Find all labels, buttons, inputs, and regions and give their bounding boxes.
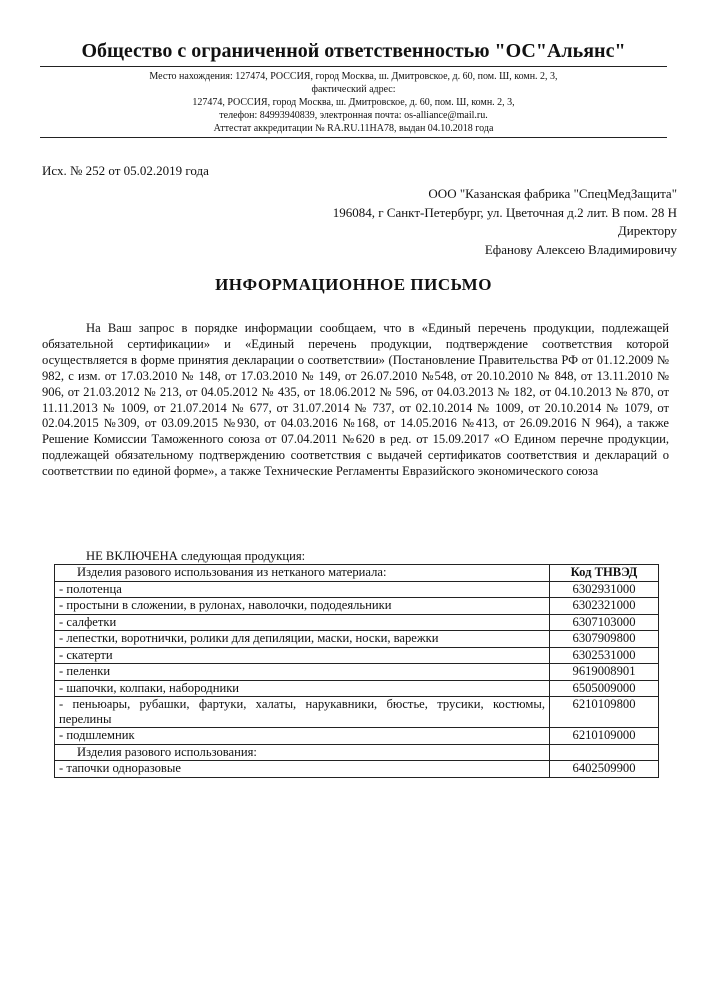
location-line: Место нахождения: 127474, РОССИЯ, город Москва, ш. Дмитровское, д. 60, пом. Ш, комн. 2, 3, bbox=[149, 71, 558, 82]
outgoing-reference: Исх. № 252 от 05.02.2019 года bbox=[42, 163, 209, 178]
product-code: 6210109800 bbox=[550, 697, 659, 728]
table-header-row bbox=[55, 565, 659, 582]
not-included-label: НЕ ВКЛЮЧЕНА следующая продукция: bbox=[86, 549, 306, 563]
table-row bbox=[55, 598, 659, 615]
product-code: 6302531000 bbox=[550, 647, 659, 664]
product-code: 6307909800 bbox=[550, 631, 659, 648]
table-row bbox=[55, 697, 659, 728]
addressee-address: 196084, г Санкт-Петербург, ул. Цветочная д.2 лит. В пом. 28 Н bbox=[332, 204, 677, 220]
product-name: - пеньюары, рубашки, фартуки, халаты, нарукавники, бюстье, трусики, костюмы, перелины bbox=[55, 697, 550, 728]
actual-address-line: 127474, РОССИЯ, город Москва, ш. Дмитровское, д. 60, пом. Ш, комн. 2, 3, bbox=[192, 97, 515, 108]
empty-code-cell bbox=[550, 744, 659, 761]
product-code: 6210109000 bbox=[550, 728, 659, 745]
table-row bbox=[55, 728, 659, 745]
table-row bbox=[55, 631, 659, 648]
contacts-line: телефон: 84993940839, электронная почта: os-alliance@mail.ru. bbox=[219, 110, 488, 121]
addressee-block bbox=[333, 185, 677, 259]
letterhead bbox=[40, 40, 667, 138]
product-code: 6302321000 bbox=[550, 598, 659, 615]
product-name: - скатерти bbox=[55, 647, 550, 664]
product-code: 9619008901 bbox=[550, 664, 659, 681]
group-title: Изделия разового использования: bbox=[55, 744, 550, 761]
table-row bbox=[55, 614, 659, 631]
product-name: - простыни в сложении, в рулонах, наволочки, пододеяльники bbox=[55, 598, 550, 615]
table-row bbox=[55, 664, 659, 681]
organization-name: Общество с ограниченной ответственностью "ОС"Альянс" bbox=[40, 40, 667, 67]
addressee-company: ООО "Казанская фабрика "СпецМедЗащита" bbox=[428, 186, 677, 201]
table-row bbox=[55, 680, 659, 697]
accreditation-line: Аттестат аккредитации № RA.RU.11НА78, выдан 04.10.2018 года bbox=[40, 122, 667, 138]
group-title: Изделия разового использования из нетканого материала: bbox=[55, 565, 550, 582]
table-row bbox=[55, 647, 659, 664]
addressee-position: Директору bbox=[617, 223, 677, 238]
addressee-name: Ефанову Алексею Владимировичу bbox=[484, 241, 677, 257]
product-code: 6402509900 bbox=[550, 761, 659, 778]
table-row bbox=[55, 761, 659, 778]
product-name: - тапочки одноразовые bbox=[55, 761, 550, 778]
product-name: - пеленки bbox=[55, 664, 550, 681]
product-code: 6302931000 bbox=[550, 581, 659, 598]
code-column-header: Код ТНВЭД bbox=[550, 565, 659, 582]
actual-address-label: фактический адрес: bbox=[311, 84, 396, 95]
product-name: - подшлемник bbox=[55, 728, 550, 745]
product-code: 6505009000 bbox=[550, 680, 659, 697]
product-code: 6307103000 bbox=[550, 614, 659, 631]
body-paragraph: На Ваш запрос в порядке информации сообщаем, что в «Единый перечень продукции, подлежащей обязательной сертификации» и «Единый перечень продукции, подтверждение соответствия которой осуществляется в форме принятия декларации о соответствии» (Постановление Правительства РФ от 01.12.2009 № 982, с изм. от 17.03.2010 № 148, от 17.03.2010 № 149, от 26.07.2010 №548, от 20.10.2010 № 848, от 13.11.2010 № 906, от 21.03.2012 № 213, от 04.05.2012 № 435, от 18.06.2012 № 596, от 04.03.2013 № 182, от 04.10.2013 № 870, от 11.11.2013 № 1009, от 21.07.2014 № 677, от 31.07.2014 № 737, от 02.10.2014 № 1009, от 20.10.2014 № 1079, от 02.04.2015 №309, от 03.09.2015 №930, от 04.03.2016 №168, от 14.05.2016 №413, от 26.09.2016 N 964), а также Решение Комиссии Таможенного союза от 07.04.2011 №620 в ред. от 15.09.2017 «О Едином перечне продукции, подлежащей обязательному подтверждению соответствия с выдачей сертификатов соответствия и деклараций о соответствии по единой форме», а также Технические Регламенты Евразийского экономического союза bbox=[42, 321, 669, 479]
products-table bbox=[54, 564, 659, 778]
product-name: - лепестки, воротнички, ролики для депиляции, маски, носки, варежки bbox=[55, 631, 550, 648]
product-name: - полотенца bbox=[55, 581, 550, 598]
document-title: ИНФОРМАЦИОННОЕ ПИСЬМО bbox=[215, 275, 492, 294]
table-row bbox=[55, 581, 659, 598]
product-name: - шапочки, колпаки, набородники bbox=[55, 680, 550, 697]
table-group-row bbox=[55, 744, 659, 761]
product-name: - салфетки bbox=[55, 614, 550, 631]
